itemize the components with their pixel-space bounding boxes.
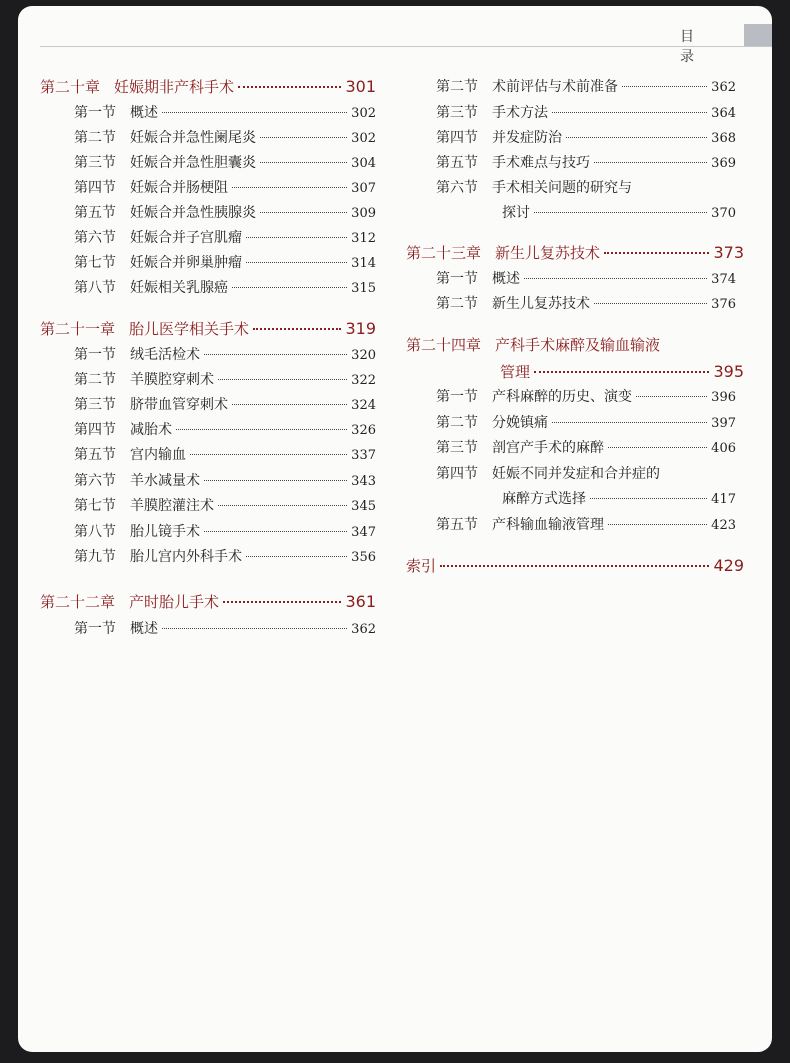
section-label: 第五节: [74, 447, 116, 463]
dot-leader: [566, 137, 707, 138]
section-title: 妊娠合并卵巢肿瘤: [130, 255, 242, 271]
page-number: 406: [711, 441, 736, 456]
section-title: 剖宫产手术的麻醉: [492, 440, 604, 456]
section-label: 第七节: [74, 498, 116, 514]
page-number: 370: [711, 206, 736, 221]
section-label: 第八节: [74, 280, 116, 296]
section-title: 减胎术: [130, 422, 172, 438]
section-label: 第一节: [74, 621, 116, 637]
page-number: 314: [351, 256, 376, 271]
page-number: 368: [711, 131, 736, 146]
section-title: 概述: [130, 621, 158, 637]
section-title: 新生儿复苏技术: [492, 296, 590, 312]
page-number: 373: [713, 243, 744, 262]
dot-leader: [162, 628, 347, 629]
page-number: 315: [351, 281, 376, 296]
dot-leader: [204, 480, 347, 481]
dot-leader: [552, 422, 707, 423]
chapter-title: 新生儿复苏技术: [495, 244, 601, 262]
page-number: 374: [711, 272, 736, 287]
page-number: 376: [711, 297, 736, 312]
dot-leader: [246, 556, 347, 557]
dot-leader: [204, 531, 347, 532]
page-number: 423: [711, 518, 736, 533]
toc-section-entry[interactable]: [436, 127, 736, 151]
section-title: 妊娠合并急性胆囊炎: [130, 155, 256, 171]
chapter-title: 胎儿医学相关手术: [129, 320, 250, 338]
section-label: 第六节: [436, 180, 478, 196]
section-title: 胎儿宫内外科手术: [130, 549, 242, 565]
section-title: 宫内输血: [130, 447, 186, 463]
dot-leader: [162, 112, 347, 113]
toc-section-entry[interactable]: [502, 202, 736, 226]
toc-section-entry[interactable]: [436, 268, 736, 292]
section-title: 羊水减量术: [130, 473, 200, 489]
section-title: 妊娠合并急性胰腺炎: [130, 205, 256, 221]
chapter-label: 第二十二章: [40, 593, 116, 611]
toc-section-entry[interactable]: [436, 76, 736, 100]
dot-leader: [232, 404, 347, 405]
page-number: 304: [351, 156, 376, 171]
chapter-title: 产时胎儿手术: [129, 593, 220, 611]
section-label: 第五节: [436, 517, 478, 533]
dot-leader: [590, 498, 707, 499]
section-label: 第一节: [436, 271, 478, 287]
section-label: 第五节: [436, 155, 478, 171]
page-number: 347: [351, 525, 376, 540]
dot-leader: [534, 371, 709, 373]
chapter-label: 第二十三章: [406, 244, 482, 262]
page-number: 337: [351, 448, 376, 463]
section-label: 第四节: [74, 180, 116, 196]
section-label: 第一节: [74, 347, 116, 363]
section-label: 第二节: [74, 372, 116, 388]
section-label: 第六节: [74, 473, 116, 489]
page-number: 301: [345, 77, 376, 96]
dot-leader: [622, 86, 707, 87]
toc-section-entry[interactable]: [74, 521, 376, 545]
dot-leader: [204, 354, 347, 355]
dot-leader: [223, 601, 341, 603]
toc-section-entry[interactable]: [74, 344, 376, 368]
page-number: 307: [351, 181, 376, 196]
section-title: 妊娠合并子宫肌瘤: [130, 230, 242, 246]
page-number: 326: [351, 423, 376, 438]
toc-section-entry[interactable]: [74, 102, 376, 126]
section-title: 脐带血管穿刺术: [130, 397, 228, 413]
page-number: 343: [351, 474, 376, 489]
chapter-title: 管理: [500, 363, 531, 381]
dot-leader: [594, 162, 707, 163]
page-number: 364: [711, 106, 736, 121]
section-label: 第二节: [436, 415, 478, 431]
dot-leader: [253, 328, 341, 330]
page-number: 320: [351, 348, 376, 363]
toc-chapter-entry[interactable]: [40, 318, 376, 342]
section-title: 妊娠相关乳腺癌: [130, 280, 228, 296]
header-divider: [40, 46, 772, 47]
section-title: 并发症防治: [492, 130, 562, 146]
section-label: 第四节: [436, 130, 478, 146]
section-title: 妊娠不同并发症和合并症的: [492, 466, 660, 482]
page-number: 429: [713, 556, 744, 575]
section-label: 第八节: [74, 524, 116, 540]
dot-leader: [524, 278, 707, 279]
dot-leader: [246, 237, 347, 238]
dot-leader: [246, 262, 347, 263]
section-title: 绒毛活检术: [130, 347, 200, 363]
dot-leader: [238, 86, 341, 88]
toc-section-entry[interactable]: [436, 102, 736, 126]
page-number: 319: [345, 319, 376, 338]
toc-section-entry[interactable]: [74, 546, 376, 570]
dot-leader: [260, 137, 347, 138]
page-number: 302: [351, 131, 376, 146]
section-title: 术前评估与术前准备: [492, 79, 618, 95]
dot-leader: [604, 252, 709, 254]
page-number: 309: [351, 206, 376, 221]
toc-section-entry[interactable]: [74, 127, 376, 151]
page-number: 361: [345, 592, 376, 611]
toc-section-entry[interactable]: [74, 419, 376, 443]
dot-leader: [218, 379, 347, 380]
section-label: 第三节: [74, 155, 116, 171]
section-title: 分娩镇痛: [492, 415, 548, 431]
toc-chapter-entry[interactable]: [406, 555, 744, 579]
dot-leader: [608, 524, 707, 525]
page-number: 395: [713, 362, 744, 381]
section-label: 第四节: [436, 466, 478, 482]
toc-section-entry[interactable]: [436, 177, 736, 201]
dot-leader: [260, 212, 347, 213]
toc-chapter-entry[interactable]: [40, 76, 376, 100]
section-label: 第二节: [436, 296, 478, 312]
toc-section-entry[interactable]: [74, 202, 376, 226]
section-title: 产科输血输液管理: [492, 517, 604, 533]
section-label: 第二节: [436, 79, 478, 95]
dot-leader: [190, 454, 347, 455]
dot-leader: [232, 187, 347, 188]
page-number: 362: [711, 80, 736, 95]
toc-page: [18, 6, 772, 1052]
chapter-title: 妊娠期非产科手术: [114, 78, 235, 96]
chapter-label: 第二十一章: [40, 320, 116, 338]
section-title: 探讨: [502, 205, 530, 221]
page-number: 345: [351, 499, 376, 514]
page-number: 396: [711, 390, 736, 405]
toc-section-entry[interactable]: [74, 394, 376, 418]
section-label: 第一节: [436, 389, 478, 405]
section-title: 手术相关问题的研究与: [492, 180, 632, 196]
page-number: 417: [711, 492, 736, 507]
section-title: 妊娠合并急性阑尾炎: [130, 130, 256, 146]
chapter-label: 第二十章: [40, 78, 101, 96]
dot-leader: [440, 565, 709, 567]
toc-section-entry[interactable]: [436, 463, 736, 487]
section-title: 胎儿镜手术: [130, 524, 200, 540]
section-title: 麻醉方式选择: [502, 491, 586, 507]
toc-section-entry[interactable]: [74, 152, 376, 176]
page-number: 369: [711, 156, 736, 171]
toc-section-entry[interactable]: [74, 495, 376, 519]
section-label: 第四节: [74, 422, 116, 438]
section-title: 羊膜腔灌注术: [130, 498, 214, 514]
toc-section-entry[interactable]: [436, 514, 736, 538]
chapter-label: 第二十四章: [406, 336, 482, 354]
chapter-label: 索引: [406, 557, 437, 575]
toc-chapter-entry[interactable]: [406, 242, 744, 266]
page-header-title: 目 录: [680, 29, 716, 65]
dot-leader: [608, 447, 707, 448]
toc-section-entry[interactable]: [74, 369, 376, 393]
section-label: 第三节: [74, 397, 116, 413]
page-number: 362: [351, 622, 376, 637]
toc-section-entry[interactable]: [74, 618, 376, 642]
section-label: 第七节: [74, 255, 116, 271]
dot-leader: [534, 212, 707, 213]
section-label: 第三节: [436, 440, 478, 456]
section-title: 手术难点与技巧: [492, 155, 590, 171]
dot-leader: [552, 112, 707, 113]
toc-section-entry[interactable]: [436, 437, 736, 461]
section-label: 第一节: [74, 105, 116, 121]
section-title: 概述: [492, 271, 520, 287]
dot-leader: [636, 396, 707, 397]
toc-section-entry[interactable]: [74, 444, 376, 468]
section-label: 第九节: [74, 549, 116, 565]
page-number: 356: [351, 550, 376, 565]
dot-leader: [218, 505, 347, 506]
toc-section-entry[interactable]: [74, 277, 376, 301]
dot-leader: [260, 162, 347, 163]
toc-chapter-entry[interactable]: [500, 361, 744, 385]
section-title: 产科麻醉的历史、演变: [492, 389, 632, 405]
toc-section-entry[interactable]: [436, 293, 736, 317]
section-label: 第六节: [74, 230, 116, 246]
section-title: 羊膜腔穿刺术: [130, 372, 214, 388]
section-title: 妊娠合并肠梗阻: [130, 180, 228, 196]
section-title: 手术方法: [492, 105, 548, 121]
page-number: 324: [351, 398, 376, 413]
toc-section-entry[interactable]: [436, 412, 736, 436]
toc-section-entry[interactable]: [74, 227, 376, 251]
section-title: 概述: [130, 105, 158, 121]
toc-section-entry[interactable]: [436, 386, 736, 410]
toc-section-entry[interactable]: [74, 177, 376, 201]
toc-section-entry[interactable]: [502, 488, 736, 512]
section-label: 第五节: [74, 205, 116, 221]
toc-section-entry[interactable]: [436, 152, 736, 176]
toc-chapter-entry[interactable]: [406, 334, 744, 358]
dot-leader: [176, 429, 347, 430]
section-label: 第二节: [74, 130, 116, 146]
toc-chapter-entry[interactable]: [40, 591, 376, 615]
page-number: 397: [711, 416, 736, 431]
chapter-title: 产科手术麻醉及输血输液: [495, 336, 661, 354]
dot-leader: [594, 303, 707, 304]
page-number: 302: [351, 106, 376, 121]
toc-section-entry[interactable]: [74, 252, 376, 276]
dot-leader: [232, 287, 347, 288]
toc-section-entry[interactable]: [74, 470, 376, 494]
section-label: 第三节: [436, 105, 478, 121]
page-number: 322: [351, 373, 376, 388]
page-number: 312: [351, 231, 376, 246]
